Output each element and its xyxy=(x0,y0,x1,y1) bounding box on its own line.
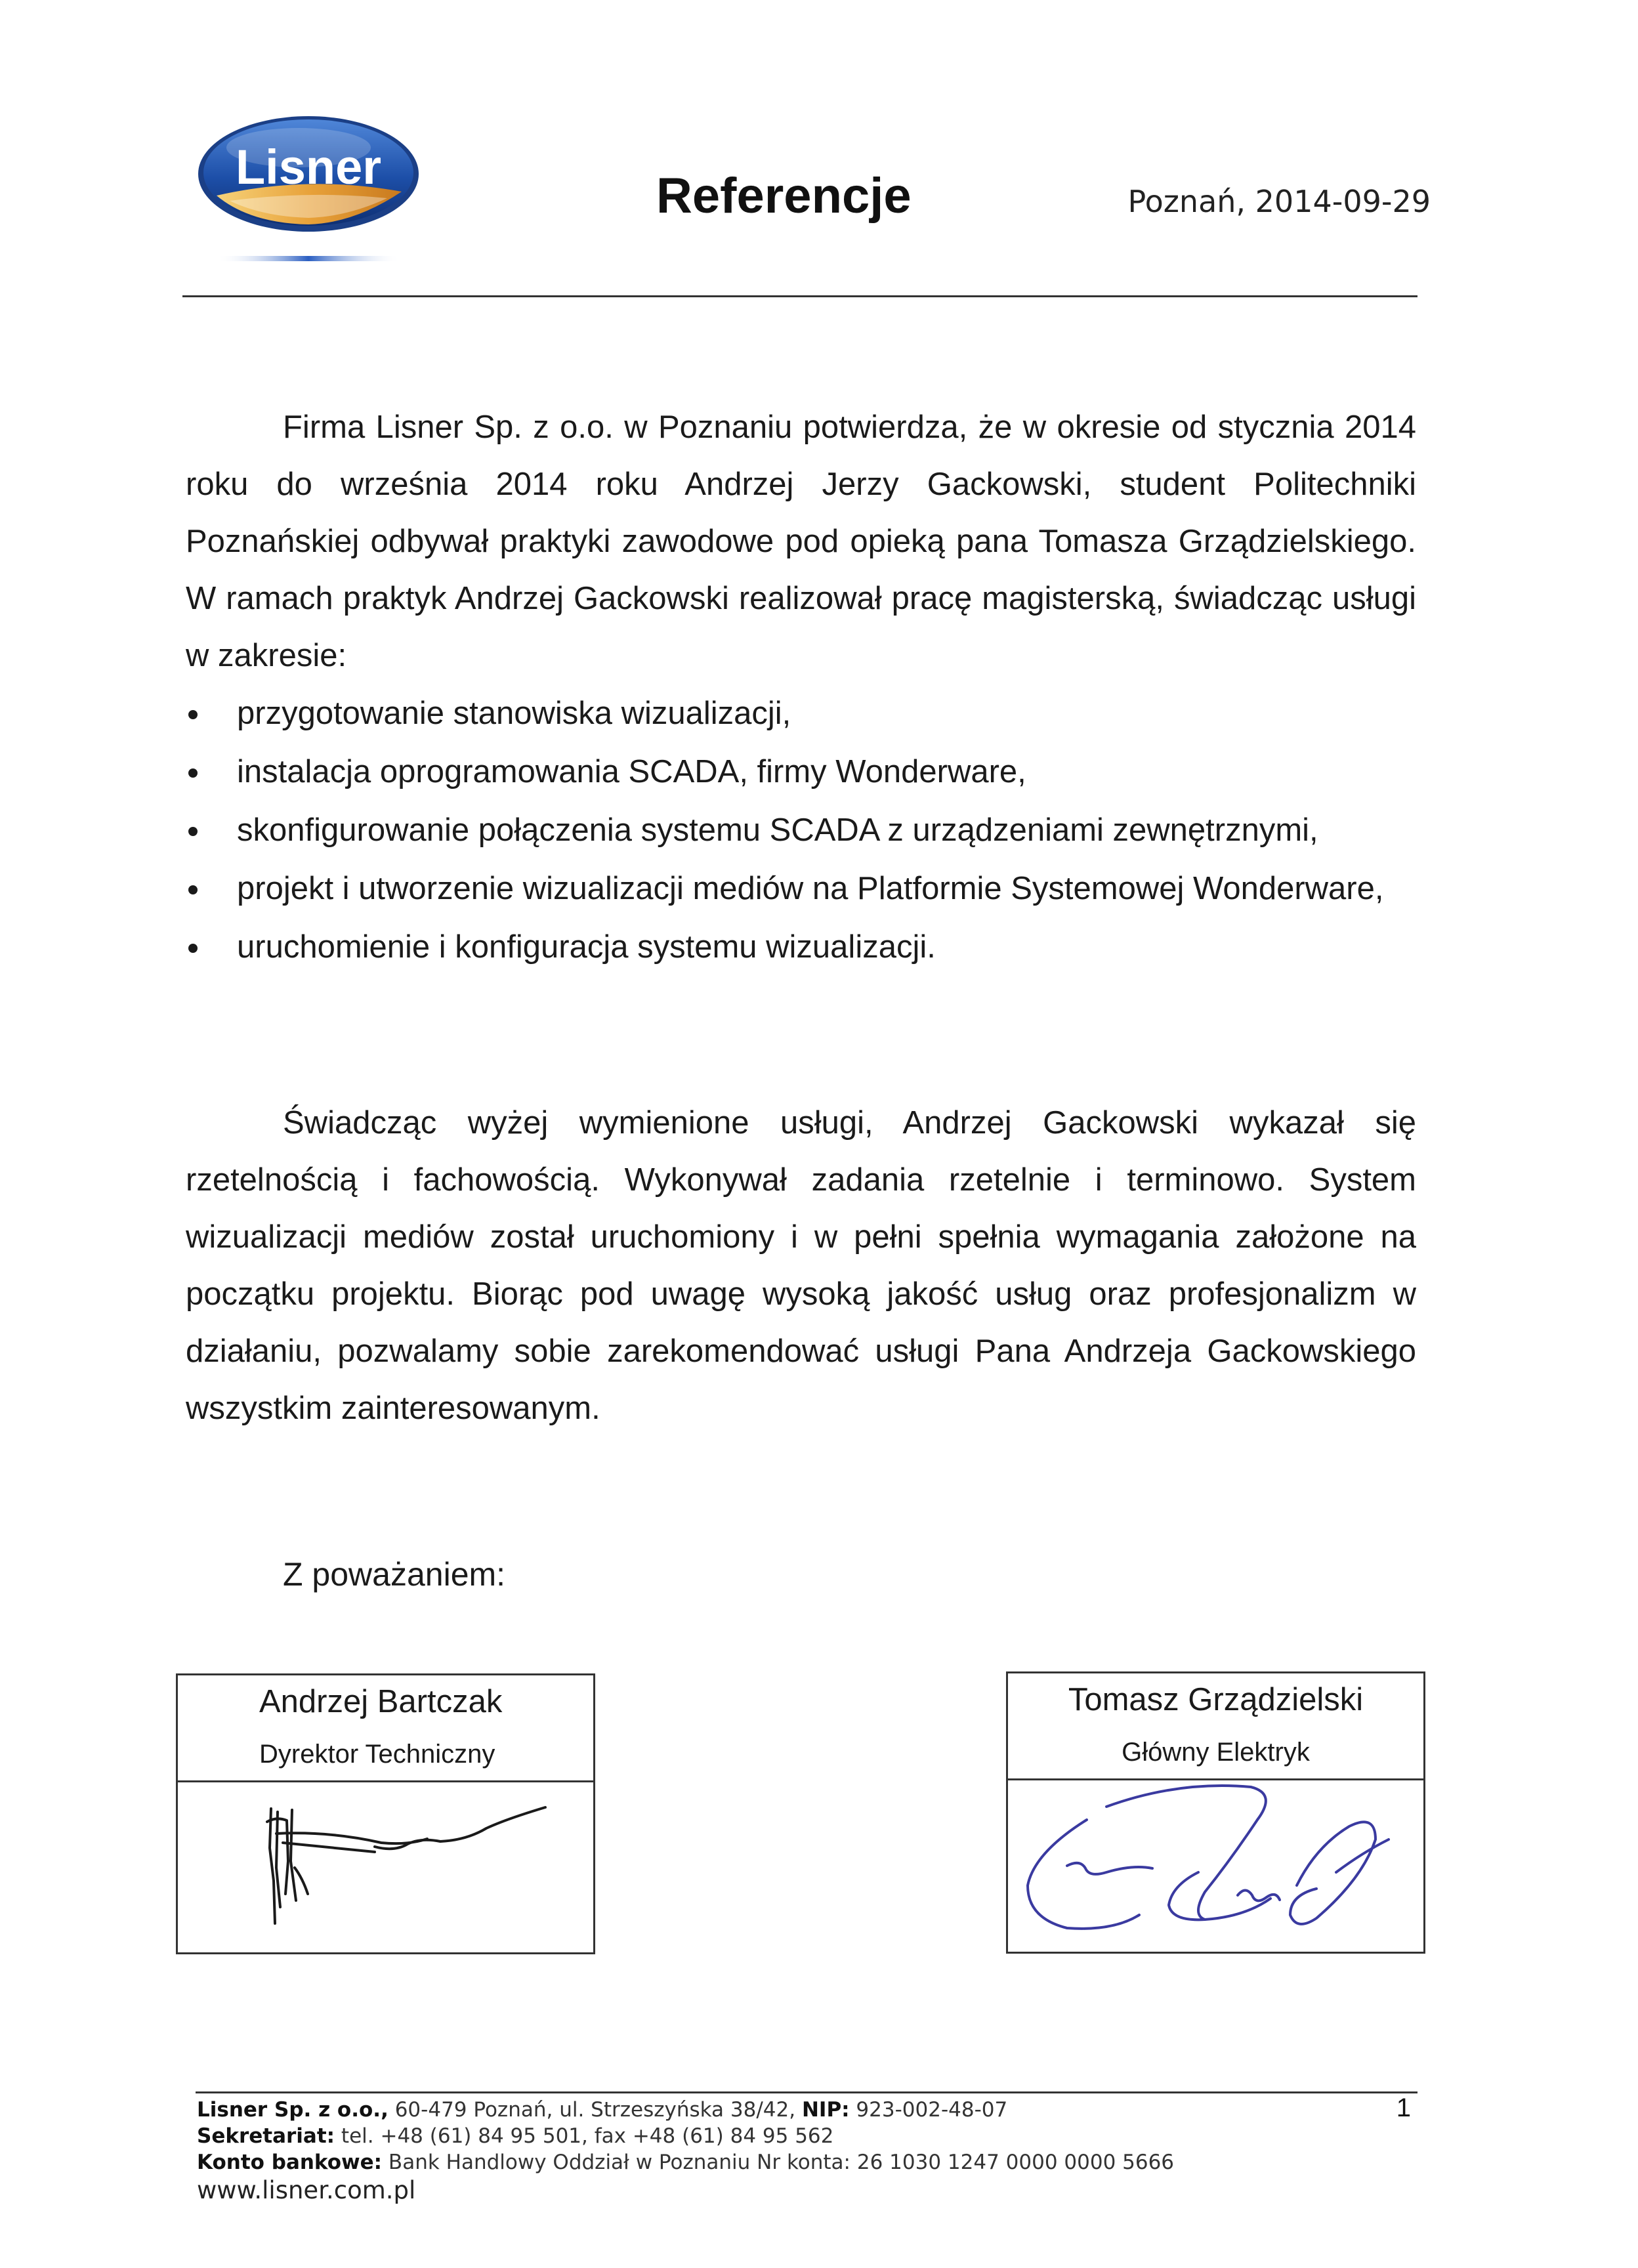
signature-area xyxy=(1008,1780,1423,1950)
signature-box-technical-director xyxy=(176,1673,595,1954)
footer-website: www.lisner.com.pl xyxy=(197,2176,416,2204)
services-list xyxy=(186,684,1416,976)
handwritten-signature-bartczak xyxy=(178,1782,593,1952)
footer-address: Lisner Sp. z o.o., 60-479 Poznań, ul. Strzeszyńska 38/42, NIP: 923-002-48-07 xyxy=(197,2098,1008,2122)
handwritten-signature-grzadzielski xyxy=(1008,1780,1423,1950)
header-divider xyxy=(182,295,1418,297)
page-number: 1 xyxy=(1396,2093,1411,2122)
signatory-role: Dyrektor Techniczny xyxy=(259,1740,495,1769)
closing-salutation: Z poważaniem: xyxy=(283,1556,506,1593)
list-item: skonfigurowanie połączenia systemu SCADA z urządzeniami zewnętrznymi, xyxy=(186,801,1416,860)
footer-secretariat: Sekretariat: tel. +48 (61) 84 95 501, fax +48 (61) 84 95 562 xyxy=(197,2124,834,2148)
logo-wordmark: Lisner xyxy=(235,140,382,194)
intro-paragraph: Firma Lisner Sp. z o.o. w Poznaniu potwierdza, że w okresie od stycznia 2014 roku do września 2014 roku Andrzej Jerzy Gackowski, student Politechniki Poznańskiej odbywał praktyki zawodowe pod opieką pana Tomasza Grządzielskiego. W ramach praktyk Andrzej Gackowski realizował pracę magisterską, świadcząc usługi w zakresie: xyxy=(186,410,1416,673)
list-item: projekt i utworzenie wizualizacji mediów na Platformie Systemowej Wonderware, xyxy=(186,860,1416,918)
list-item: przygotowanie stanowiska wizualizacji, xyxy=(186,684,1416,743)
signature-area xyxy=(178,1782,593,1952)
signatory-role: Główny Elektryk xyxy=(1122,1738,1310,1767)
document-title: Referencje xyxy=(656,168,912,224)
company-footer xyxy=(197,2097,1260,2206)
document-date: Poznań, 2014-09-29 xyxy=(1127,184,1431,219)
footer-bank-account: Konto bankowe: Bank Handlowy Oddział w Poznaniu Nr konta: 26 1030 1247 0000 0000 5666 xyxy=(197,2151,1175,2174)
signature-header xyxy=(178,1675,593,1782)
signature-box-chief-electrician xyxy=(1006,1671,1425,1954)
footer-divider xyxy=(196,2091,1418,2093)
signatory-name: Tomasz Grządzielski xyxy=(1068,1682,1364,1717)
lisner-logo-graphic xyxy=(190,112,427,276)
list-item: uruchomienie i konfiguracja systemu wizualizacji. xyxy=(186,918,1416,976)
lisner-logo xyxy=(190,112,427,276)
signature-header xyxy=(1008,1673,1423,1780)
signatory-name: Andrzej Bartczak xyxy=(259,1684,503,1719)
list-item: instalacja oprogramowania SCADA, firmy Wonderware, xyxy=(186,743,1416,801)
recommendation-paragraph: Świadcząc wyżej wymienione usługi, Andrzej Gackowski wykazał się rzetelnością i fachowością. Wykonywał zadania rzetelnie i terminowo. System wizualizacji mediów został uruchomiony i w pełni spełnia wymagania założone na początku projektu. Biorąc pod uwagę wysoką jakość usług oraz profesjonalizm w działaniu, pozwalamy sobie zarekomendować usługi Pana Andrzeja Gackowskiego wszystkim zainteresowanym. xyxy=(186,1105,1416,1426)
